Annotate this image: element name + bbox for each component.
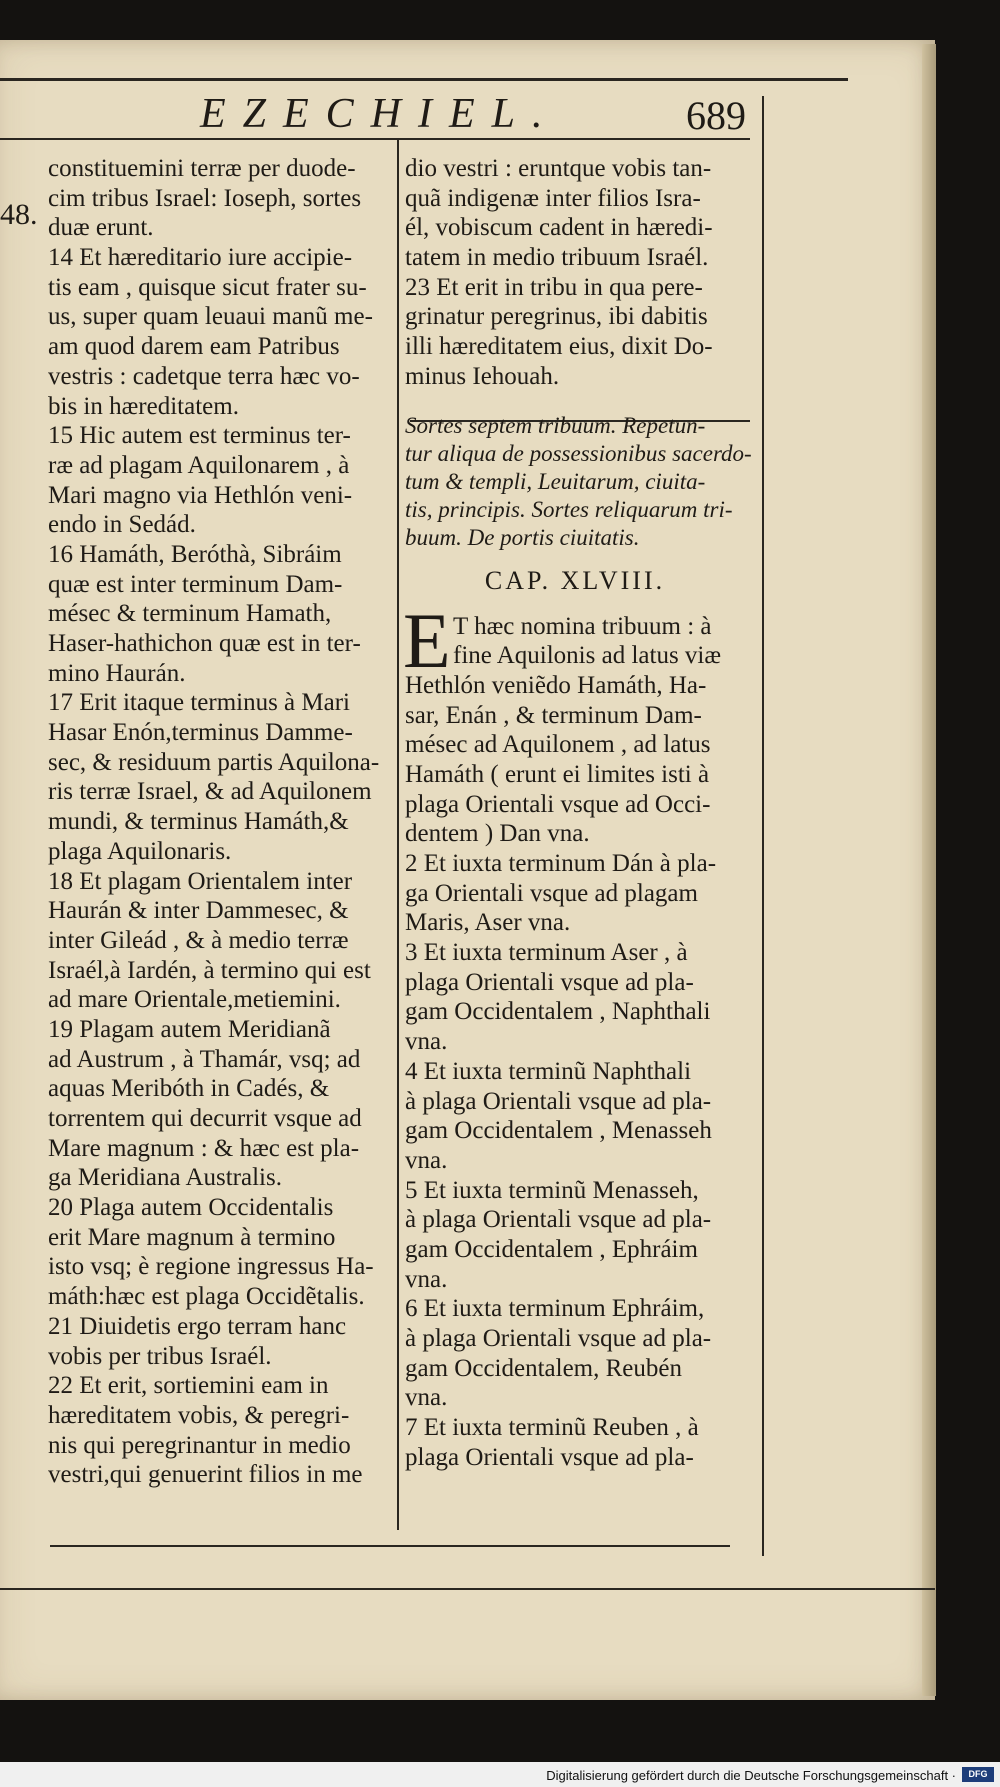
text-line: 17 Erit itaque terminus à Mari [48, 689, 351, 717]
text-line: vestri,qui genuerint filios in me [48, 1461, 363, 1489]
text-line: gam Occidentalem, Reubén [405, 1354, 682, 1382]
chapter-heading: CAP. XLVIII. [484, 565, 666, 595]
footer-credit: Digitalisierung gefördert durch die Deutsche Forschungsgemeinschaft · [546, 1768, 956, 1783]
chapter-summary [405, 412, 752, 552]
text-line: vestris : cadetque terra hæc vo- [48, 362, 360, 390]
text-line: nis qui peregrinantur in medio [48, 1431, 351, 1459]
text-line: T hæc nomina tribuum : à [453, 612, 712, 640]
text-line: 20 Plaga autem Occidentalis [48, 1194, 334, 1222]
text-line: à plaga Orientali vsque ad pla- [405, 1087, 712, 1115]
text-line: 14 Et hæreditario iure accipie- [48, 244, 353, 272]
page-bottom-rule [0, 1588, 935, 1590]
text-line: constituemini terræ per duode- [48, 155, 356, 182]
text-line: vna. [405, 1028, 448, 1056]
summary-line: tur aliqua de possessionibus sacerdo- [405, 440, 752, 466]
text-line: Hasar Enón,terminus Damme- [48, 719, 353, 747]
text-line: minus Iehouah. [405, 362, 560, 390]
summary-line: Sortes septem tribuum. Repetun- [405, 412, 706, 438]
text-line: cim tribus Israel: Ioseph, sortes [48, 184, 362, 212]
text-line: us, super quam leuaui manũ me- [48, 303, 373, 331]
drop-cap-initial: E [403, 596, 451, 684]
text-line: hæreditatem vobis, & peregri- [48, 1401, 350, 1429]
right-margin-rule [762, 96, 764, 1556]
text-line: isto vsq; è regione ingressus Ha- [48, 1253, 374, 1281]
text-line: mundi, & terminus Hamáth,& [48, 808, 349, 836]
text-line: gam Occidentalem , Naphthali [405, 998, 711, 1026]
text-line: Maris, Aser vna. [405, 909, 571, 937]
text-line: erit Mare magnum à termino [48, 1223, 336, 1251]
text-line: mésec ad Aquilonem , ad latus [405, 731, 711, 759]
text-line: 18 Et plagam Orientalem inter [48, 867, 353, 895]
text-line: 6 Et iuxta terminum Ephráim, [405, 1295, 705, 1323]
running-header-title: EZECHIEL. [200, 91, 560, 137]
text-line: 15 Hic autem est terminus ter- [48, 422, 351, 450]
text-line: 5 Et iuxta terminũ Menasseh, [405, 1176, 699, 1204]
text-line: máth:hæc est plaga Occidẽtalis. [48, 1283, 365, 1311]
text-line: à plaga Orientali vsque ad pla- [405, 1325, 712, 1352]
right-column-verses [405, 154, 745, 392]
text-line: Haser-hathichon quæ est in ter- [48, 630, 361, 657]
text-line: ad mare Orientale,metiemini. [48, 986, 341, 1014]
text-line: quæ est inter terminum Dam- [48, 570, 343, 598]
text-line: duæ erunt. [48, 214, 154, 242]
text-line: él, vobiscum cadent in hæredi- [405, 214, 713, 242]
summary-line: buum. De portis ciuitatis. [405, 524, 640, 550]
text-line: ga Orientali vsque ad plagam [405, 879, 698, 907]
header-top-rule [0, 78, 848, 81]
text-line: 19 Plagam autem Meridianã [48, 1015, 331, 1043]
text-line: plaga Orientali vsque ad Occi- [405, 790, 711, 818]
text-line: 16 Hamáth, Beróthà, Sibráim [48, 540, 342, 568]
text-line: vna. [405, 1384, 448, 1412]
text-line: 3 Et iuxta terminum Aser , à [405, 939, 688, 967]
text-line: gam Occidentalem , Ephráim [405, 1235, 698, 1263]
text-line: illi hæreditatem eius, dixit Do- [405, 333, 713, 361]
left-text-column [48, 154, 393, 1490]
text-line: dio vestri : eruntque vobis tan- [405, 155, 712, 182]
text-line: tatem in medio tribuum Israél. [405, 244, 709, 272]
page-number: 689 [686, 93, 746, 138]
text-line: bis in hæreditatem. [48, 392, 239, 420]
text-line: 2 Et iuxta terminum Dán à pla- [405, 850, 717, 877]
text-line: ga Meridiana Australis. [48, 1164, 282, 1192]
text-line: dentem ) Dan vna. [405, 820, 590, 848]
text-line: vna. [405, 1265, 448, 1293]
text-line: Haurán & inter Dammesec, & [48, 897, 349, 925]
text-line: sec, & residuum partis Aquilona- [48, 748, 380, 776]
summary-line: tum & templi, Leuitarum, ciuita- [405, 468, 706, 494]
text-line: grinatur peregrinus, ibi dabitis [405, 303, 708, 331]
text-line: plaga Aquilonaris. [48, 837, 232, 865]
summary-line: tis, principis. Sortes reliquarum tri- [405, 496, 733, 522]
text-line: inter Gileád , & à medio terræ [48, 926, 349, 954]
text-line: Hamáth ( erunt ei limites isti à [405, 760, 710, 788]
text-line: endo in Sedád. [48, 511, 196, 539]
text-line: Mare magnum : & hæc est pla- [48, 1134, 360, 1162]
text-line: tis eam , quisque sicut frater su- [48, 273, 367, 301]
text-line: gam Occidentalem , Menasseh [405, 1117, 712, 1145]
text-line: quã indigenæ inter filios Isra- [405, 184, 701, 212]
text-line: vobis per tribus Israél. [48, 1342, 272, 1370]
column-divider [397, 140, 399, 1530]
chapter-body [403, 596, 745, 1473]
text-line: mino Haurán. [48, 659, 186, 687]
text-line: fine Aquilonis ad latus viæ [453, 642, 722, 670]
text-line: Mari magno via Hethlón veni- [48, 481, 353, 509]
dfg-logo-icon: DFG [962, 1767, 994, 1782]
text-line: 4 Et iuxta terminũ Naphthali [405, 1057, 692, 1085]
digitization-footer [0, 1762, 1000, 1787]
page-edge [922, 44, 936, 1696]
text-line: am quod darem eam Patribus [48, 333, 340, 361]
text-line: ræ ad plagam Aquilonarem , à [48, 451, 350, 479]
text-line: à plaga Orientali vsque ad pla- [405, 1206, 712, 1234]
text-line: mésec & terminum Hamath, [48, 600, 332, 628]
chapter-margin-note: 48. [0, 198, 38, 231]
text-line: 21 Diuidetis ergo terram hanc [48, 1312, 347, 1340]
text-line: 22 Et erit, sortiemini eam in [48, 1372, 329, 1400]
text-line: Israél,à Iardén, à termino qui est [48, 956, 371, 984]
text-line: 23 Et erit in tribu in qua pere- [405, 273, 703, 301]
text-line: vna. [405, 1146, 448, 1174]
header-bottom-rule [0, 138, 750, 140]
text-line: sar, Enán , & terminum Dam- [405, 701, 702, 729]
text-line: torrentem qui decurrit vsque ad [48, 1105, 362, 1132]
text-line: plaga Orientali vsque ad pla- [405, 1443, 694, 1471]
text-line: ad Austrum , à Thamár, vsq; ad [48, 1045, 361, 1073]
text-line: ris terræ Israel, & ad Aquilonem [48, 778, 372, 806]
text-line: plaga Orientali vsque ad pla- [405, 968, 694, 996]
bottom-column-rule [50, 1545, 730, 1547]
text-line: aquas Meribóth in Cadés, & [48, 1075, 330, 1103]
right-text-column [403, 154, 752, 1472]
text-line: 7 Et iuxta terminũ Reuben , à [405, 1414, 699, 1442]
text-line: Hethlón veniẽdo Hamáth, Ha- [405, 671, 707, 699]
